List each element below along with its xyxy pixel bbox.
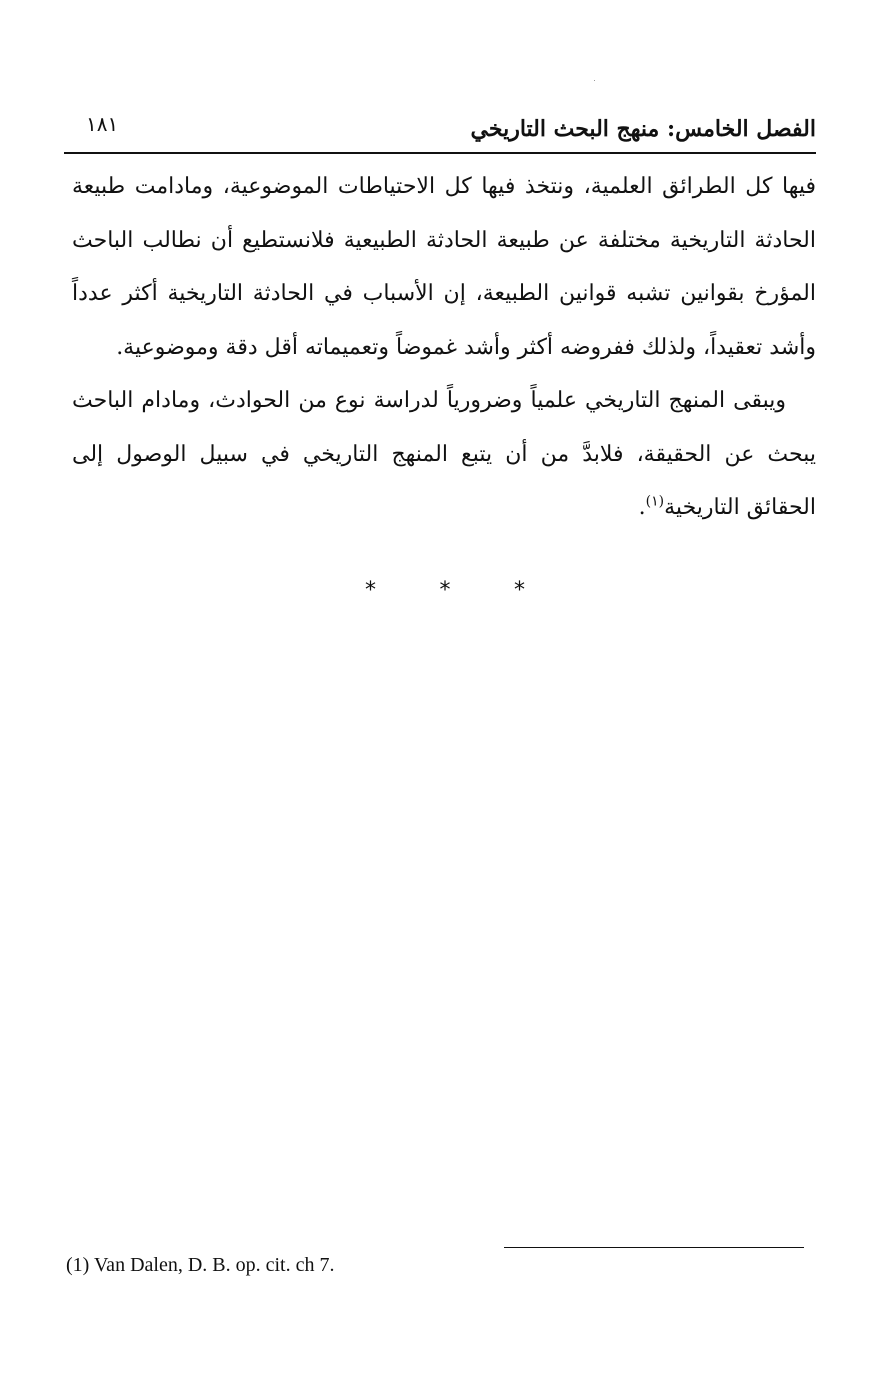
section-separator xyxy=(365,578,525,603)
asterisk-icon: * xyxy=(439,578,451,603)
paragraph-2 xyxy=(72,374,816,535)
page-number: ١٨١ xyxy=(86,112,119,136)
paragraph-2-text: ويبقى المنهج التاريخي علمياً وضرورياً لدراسة نوع من الحوادث، ومادام الباحث يبحث عن الحقيقة، فلابدَّ من أن يتبع المنهج التاريخي في سبيل الوصول إلى الحقائق التاريخية xyxy=(72,388,816,520)
running-header xyxy=(64,110,816,154)
scan-speck xyxy=(594,80,595,81)
footnote: (1) Van Dalen, D. B. op. cit. ch 7. xyxy=(66,1254,335,1276)
paragraph-2-end: . xyxy=(638,495,646,520)
asterisk-icon: * xyxy=(514,578,525,603)
paragraph-1: فيها كل الطرائق العلمية، ونتخذ فيها كل الاحتياطات الموضوعية، ومادامت طبيعة الحادثة التاريخية مختلفة عن طبيعة الحادثة الطبيعية فلانستطيع أن نطالب الباحث المؤرخ بقوانين تشبه قوانين الطبيعة، إن الأسباب في الحادثة التاريخية أكثر عدداً وأشد تعقيداً، ولذلك ففروضه أكثر وأشد غموضاً وتعميماته أقل دقة وموضوعية. xyxy=(72,174,816,360)
footnote-reference: (١) xyxy=(645,493,665,510)
main-text xyxy=(72,160,816,535)
footnote-divider xyxy=(504,1247,804,1248)
chapter-title: الفصل الخامس: منهج البحث التاريخي xyxy=(470,116,816,142)
asterisk-icon: * xyxy=(365,578,376,603)
